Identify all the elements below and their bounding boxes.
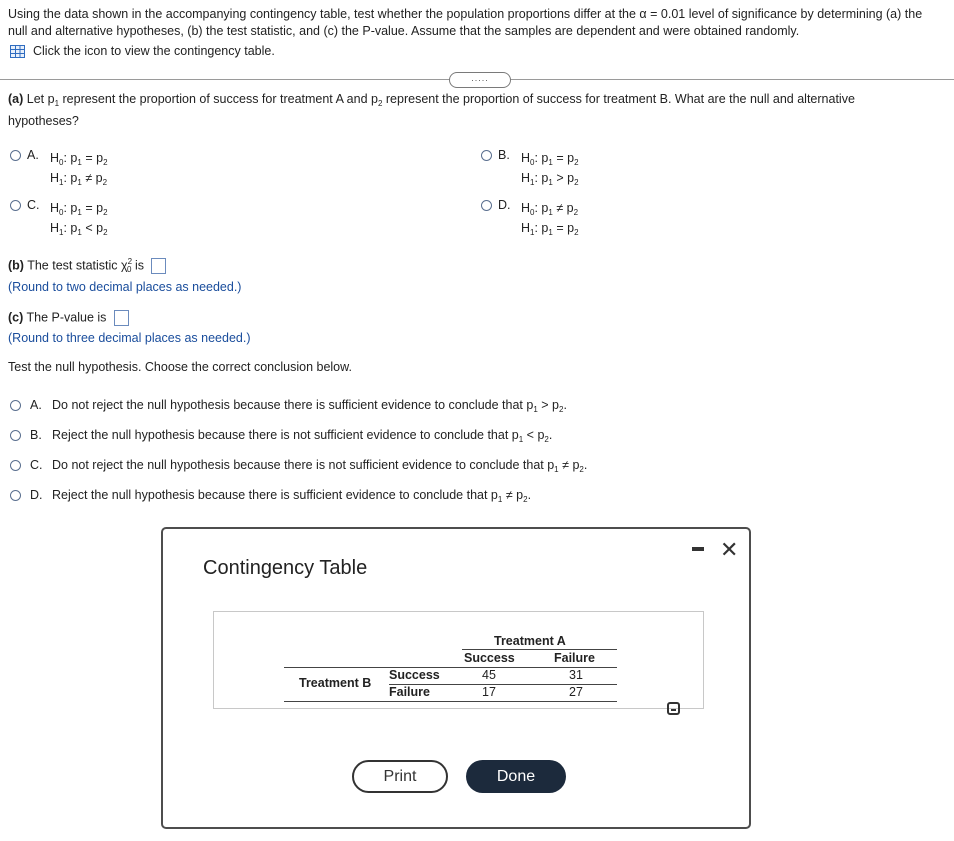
part-c-question: (c) The P-value is [8, 310, 129, 326]
conclusion-prompt: Test the null hypothesis. Choose the correct conclusion below. [8, 360, 352, 374]
hypothesis-option-d[interactable]: D. $H_0$: $p_1 \ne p_2$ $H_1$: $p_1 = p_2$ [481, 198, 579, 238]
done-button[interactable]: Done [466, 760, 566, 793]
row-group-header: Treatment B [299, 676, 372, 690]
conclusion-radio-a[interactable] [10, 400, 21, 411]
col-success-header: Success [464, 651, 515, 665]
radio-c[interactable] [10, 200, 21, 211]
top-rule [284, 667, 617, 668]
hypothesis-option-c[interactable]: C. $H_0$: $p_1 = p_2$ $H_1$: $p_1 < p_2$ [10, 198, 108, 238]
copy-icon[interactable] [667, 702, 680, 715]
conclusion-option-d[interactable]: D. Reject the null hypothesis because there is sufficient evidence to conclude that $p_1 \ne p_2$. [10, 488, 930, 502]
expand-toggle[interactable]: ..... [449, 72, 511, 88]
col-failure-header: Failure [554, 651, 595, 665]
test-statistic-input[interactable] [151, 258, 166, 274]
minimize-icon[interactable] [692, 547, 704, 551]
dialog-title: Contingency Table [203, 557, 368, 579]
conclusion-option-c[interactable]: C. Do not reject the null hypothesis because there is not sufficient evidence to conclude that $p_1 \ne p_2$. [10, 458, 930, 472]
conclusion-radio-b[interactable] [10, 430, 21, 441]
bottom-rule [284, 701, 617, 702]
hypothesis-option-a[interactable]: A. $H_0$: $p_1 = p_2$ $H_1$: $p_1 \ne p_2$ [10, 148, 108, 188]
radio-b[interactable] [481, 150, 492, 161]
p-value-input[interactable] [114, 310, 129, 326]
cell-success-failure: 31 [569, 668, 583, 682]
contingency-table [213, 611, 704, 709]
part-b-hint: (Round to two decimal places as needed.) [8, 280, 242, 294]
question-intro: Using the data shown in the accompanying contingency table, test whether the population proportions differ at the α = 0.01 level of significance by determining (a) the null and alternative hypotheses, (b) the test statistic, and (c) the P-value. Assume that the samples are dependent and were obtained randomly. [8, 7, 923, 38]
cell-failure-success: 17 [482, 685, 496, 699]
hypothesis-option-b[interactable]: B. $H_0$: $p_1 = p_2$ $H_1$: $p_1 > p_2$ [481, 148, 579, 188]
table-icon[interactable] [10, 45, 25, 58]
part-a-question: (a) Let $p_1$ represent the proportion of success for treatment A and $p_2$ represent the proportion of success for treatment B. What are the null and alternative hypotheses? [8, 92, 855, 128]
conclusion-radio-c[interactable] [10, 460, 21, 471]
conclusion-option-b[interactable]: B. Reject the null hypothesis because there is not sufficient evidence to conclude that $p_1 < p_2$. [10, 428, 930, 442]
radio-a[interactable] [10, 150, 21, 161]
cell-success-success: 45 [482, 668, 496, 682]
view-table-text[interactable]: Click the icon to view the contingency table. [33, 44, 275, 58]
close-icon[interactable]: ✕ [720, 537, 739, 562]
print-button[interactable]: Print [352, 760, 448, 793]
conclusion-option-a[interactable]: A. Do not reject the null hypothesis because there is sufficient evidence to conclude that $p_1 > p_2$. [10, 398, 930, 412]
col-group-header: Treatment A [494, 634, 566, 648]
row-success-header: Success [389, 668, 440, 682]
view-table-link[interactable] [10, 44, 275, 58]
cell-failure-failure: 27 [569, 685, 583, 699]
part-c-hint: (Round to three decimal places as needed.) [8, 331, 251, 345]
radio-d[interactable] [481, 200, 492, 211]
conclusion-radio-d[interactable] [10, 490, 21, 501]
part-b-question: (b) The test statistic $\chi^2_0$ is [8, 258, 166, 274]
row-failure-header: Failure [389, 685, 430, 699]
header-rule [462, 649, 617, 650]
contingency-table-dialog [161, 527, 751, 829]
